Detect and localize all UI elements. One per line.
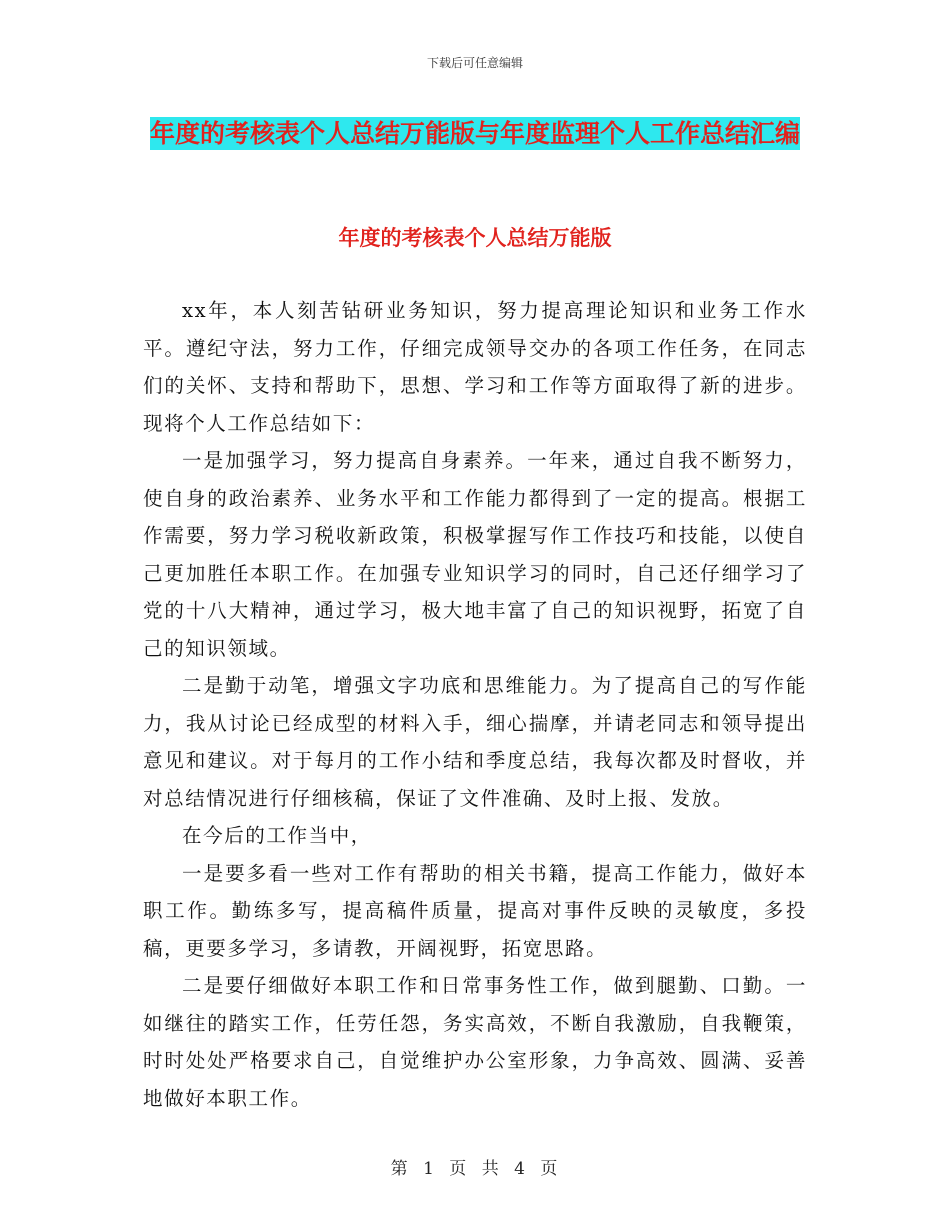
document-body [143, 292, 807, 1117]
document-title-text: 年度的考核表个人总结万能版与年度监理个人工作总结汇编 [150, 119, 801, 148]
paragraph: 二是要仔细做好本职工作和日常事务性工作，做到腿勤、口勤。一如继往的踏实工作，任劳任怨，务实高效，不断自我激励，自我鞭策，时时处处严格要求自己，自觉维护办公室形象，力争高效、圆满、妥善地做好本职工作。 [143, 974, 807, 1110]
section-title: 年度的考核表个人总结万能版 [338, 226, 612, 250]
paragraph: 在今后的工作当中， [182, 824, 372, 847]
paragraph: 一是加强学习，努力提高自身素养。一年来，通过自我不断努力，使自身的政治素养、业务水平和工作能力都得到了一定的提高。根据工作需要，努力学习税收新政策，积极掌握写作工作技巧和技能，以使自己更加胜任本职工作。在加强专业知识学习的同时，自己还仔细学习了党的十八大精神，通过学习，极大地丰富了自己的知识视野，拓宽了自己的知识领域。 [143, 449, 807, 660]
page-number-footer: 第 1 页 共 4 页 [390, 1159, 560, 1179]
paragraph: 二是勤于动笔，增强文字功底和思维能力。为了提高自己的写作能力，我从讨论已经成型的材料入手，细心揣摩，并请老同志和领导提出意见和建议。对于每月的工作小结和季度总结，我每次都及时督收，并对总结情况进行仔细核稿，保证了文件准确、及时上报、发放。 [143, 674, 807, 810]
paragraph: 一是要多看一些对工作有帮助的相关书籍，提高工作能力，做好本职工作。勤练多写，提高稿件质量，提高对事件反映的灵敏度，多投稿，更要多学习，多请教，开阔视野，拓宽思路。 [143, 861, 807, 960]
document-title [150, 108, 800, 160]
paragraph: xx年，本人刻苦钻研业务知识，努力提高理论知识和业务工作水平。遵纪守法，努力工作，仔细完成领导交办的各项工作任务，在同志们的关怀、支持和帮助下，思想、学习和工作等方面取得了新的进步。现将个人工作总结如下： [143, 299, 807, 435]
header-note: 下载后可任意编辑 [426, 56, 523, 70]
